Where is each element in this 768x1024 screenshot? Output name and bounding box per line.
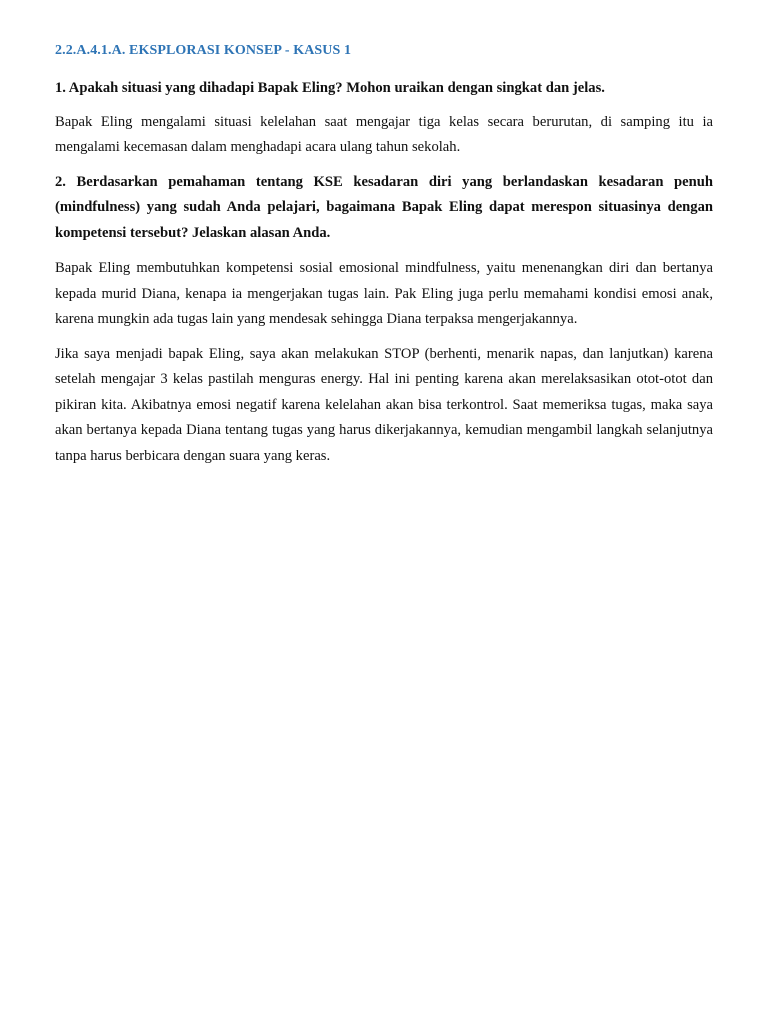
question-2: 2. Berdasarkan pemahaman tentang KSE kesadaran diri yang berlandaskan kesadaran penuh (mindfulness) yang sudah Anda pelajari, bagaimana Bapak Eling dapat merespon situasinya dengan kompetensi tersebut? Jelaskan alasan Anda. bbox=[55, 173, 713, 241]
answer-2-paragraph-1: Bapak Eling membutuhkan kompetensi sosial emosional mindfulness, yaitu menenangkan diri dan bertanya kepada murid Diana, kenapa ia mengerjakan tugas lain. Pak Eling juga perlu memahami kondisi emosi anak, karena mungkin ada tugas lain yang mendesak sehingga Diana terpaksa mengerjakannya. bbox=[55, 260, 713, 327]
answer-2-paragraph-2: Jika saya menjadi bapak Eling, saya akan melakukan STOP (berhenti, menarik napas, dan lanjutkan) karena setelah mengajar 3 kelas pastilah menguras energy. Hal ini penting karena akan merelaksasikan otot-otot dan pikiran kita. Akibatnya emosi negatif karena kelelahan akan bisa terkontrol. Saat memeriksa tugas, maka saya akan bertanya kepada Diana tentang tugas yang harus dikerjakannya, kemudian mengambil langkah selanjutnya tanpa harus berbicara dengan suara yang keras. bbox=[55, 345, 713, 464]
section-heading: 2.2.A.4.1.A. EKSPLORASI KONSEP - KASUS 1 bbox=[55, 43, 352, 58]
question-1: 1. Apakah situasi yang dihadapi Bapak Eling? Mohon uraikan dengan singkat dan jelas. bbox=[55, 80, 605, 96]
answer-1: Bapak Eling mengalami situasi kelelahan saat mengajar tiga kelas secara berurutan, di samping itu ia mengalami kecemasan dalam menghadapi acara ulang tahun sekolah. bbox=[55, 113, 713, 155]
document-page bbox=[55, 40, 713, 477]
